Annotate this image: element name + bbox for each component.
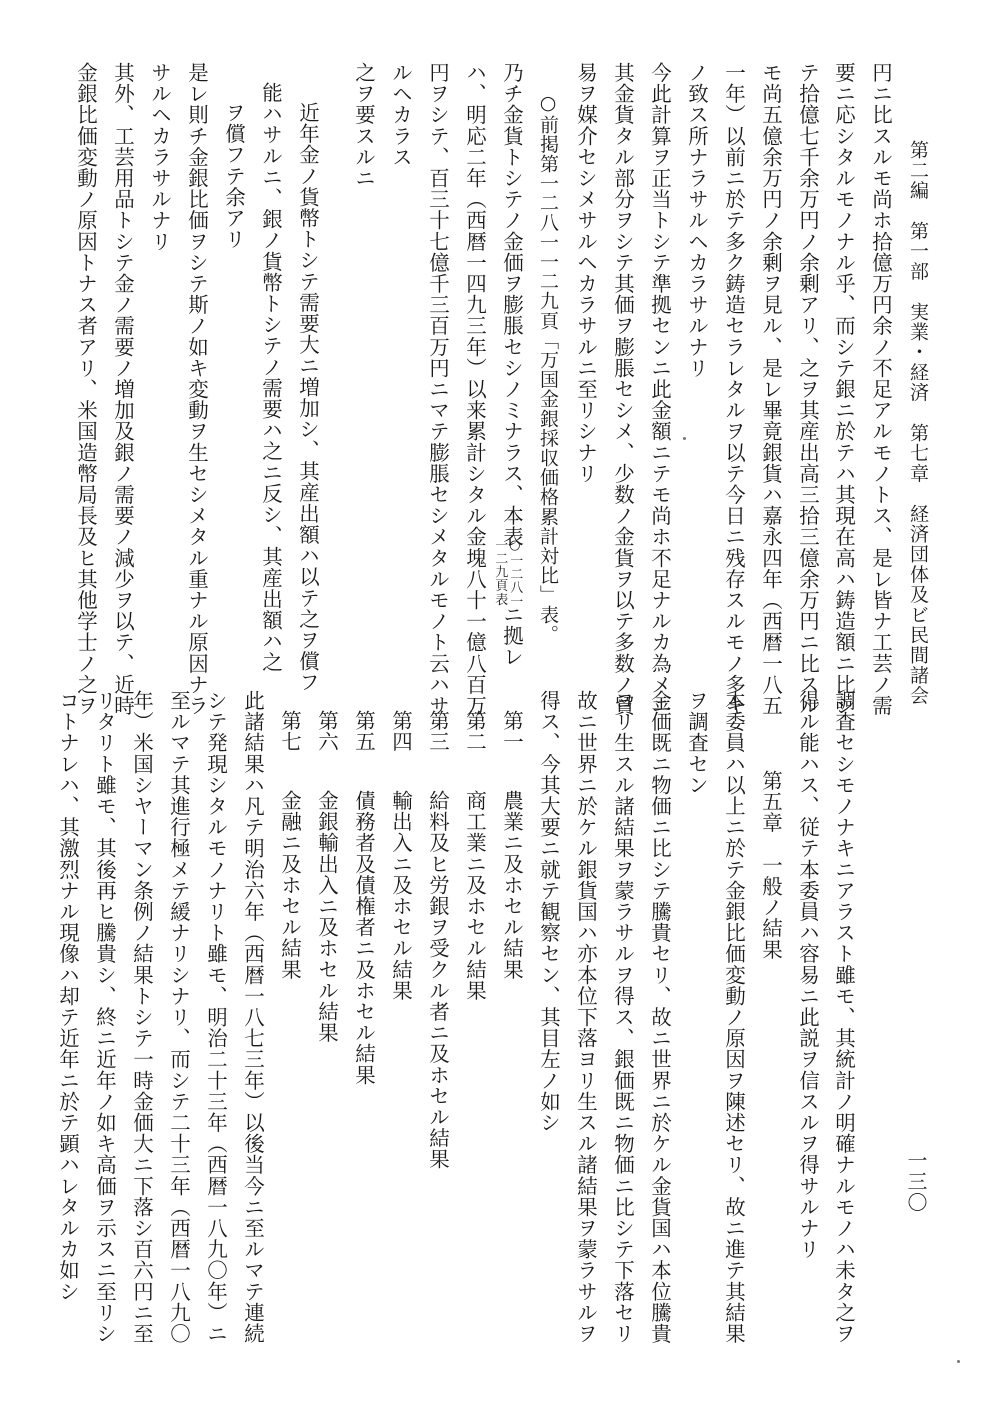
body-line: モ尚五億余万円ノ余剰ヲ見ル、是レ畢竟銀貨ハ嘉永四年（西暦一八五 bbox=[758, 62, 783, 717]
list-item-number: 第三 bbox=[425, 710, 450, 753]
body-line: 至ルマテ其進行極メテ緩ナリシナリ、而シテ二十三年（西暦一八九〇 bbox=[166, 690, 191, 1345]
body-line: リタリト雖モ、其後再ヒ騰貴シ、終ニ近年ノ如キ高価ヲ示スニ至リシ bbox=[92, 690, 117, 1345]
list-item-text: 商工業ニ及ホセル結果 bbox=[462, 790, 487, 1001]
body-line: 金価既ニ物価ニ比シテ騰貴セリ、故ニ世界ニ於ケル金貨国ハ本位騰貴 bbox=[647, 690, 672, 1345]
body-line: 之ヲ要スルニ bbox=[351, 62, 376, 189]
list-item-number: 第二 bbox=[462, 710, 487, 753]
body-line: 一年）以前ニ於テ多ク鋳造セラレタルヲ以テ今日ニ残存スルモノ多キ bbox=[721, 62, 746, 717]
body-line: 此諸結果ハ凡テ明治六年（西暦一八七三年）以後当今ニ至ルマテ連続 bbox=[240, 690, 265, 1345]
list-item-text: 債務者及債権者ニ及ホセル結果 bbox=[351, 790, 376, 1086]
body-line: 得ル能ハス、従テ本委員ハ容易ニ此説ヲ信スルヲ得サルナリ bbox=[795, 690, 820, 1260]
running-head: 第二編 第一部 実業・経済 第七章 経済団体及ビ民間諸会 bbox=[907, 140, 929, 706]
body-line: 故ニ世界ニ於ケル銀貨国ハ亦本位下落ヨリ生スル諸結果ヲ蒙ラサルヲ bbox=[573, 690, 598, 1345]
list-item-text: 金銀輸出入ニ及ホセル結果 bbox=[314, 790, 339, 1044]
indented-line: 近年金ノ貨幣トシテ需要大ニ増加シ、其産出額ハ以テ之ヲ償フ bbox=[295, 102, 320, 693]
indented-line: ヲ償フテ余アリ bbox=[221, 102, 246, 250]
list-item-text: 輸出入ニ及ホセル結果 bbox=[388, 790, 413, 1001]
body-line: 要ニ応シタルモノナル乎、而シテ銀ニ於テハ其現在高ハ鋳造額ニ比シ bbox=[831, 62, 856, 717]
body-line: 得ス、今其大要ニ就テ観察セン、其目左ノ如シ bbox=[536, 690, 561, 1134]
body-line: 今此計算ヲ正当トシテ準拠センニ此金額ニテモ尚ホ不足ナルカ為メニ bbox=[647, 62, 672, 717]
body-line: 乃チ金貨トシテノ金価ヲ膨脹セシノミナラス、本表 bbox=[499, 62, 524, 548]
body-line: サルヘカラサルナリ bbox=[147, 62, 172, 252]
body-line: 年）米国シヤーマン条例ノ結果トシテ一時金価大ニ下落シ百六円ニ至 bbox=[129, 690, 154, 1345]
list-item-text: 農業ニ及ホセル結果 bbox=[499, 790, 524, 980]
body-line: ノ致ス所ナラサルヘカラサルナリ bbox=[684, 62, 709, 379]
body-line: 調査セシモノナキニアラスト雖モ、其統計ノ明確ナルモノハ未タ之ヲ bbox=[831, 690, 856, 1345]
scan-speck bbox=[683, 437, 686, 440]
list-item-number: 第五 bbox=[351, 710, 376, 753]
body-line: 易ヲ媒介セシメサルヘカラサルニ至リシナリ bbox=[573, 62, 598, 484]
body-line: 本委員ハ以上ニ於テ金銀比価変動ノ原因ヲ陳述セリ、故ニ進テ其結果 bbox=[721, 690, 746, 1345]
page-number: 一三〇 bbox=[904, 1150, 928, 1213]
body-line: ヨリ生スル諸結果ヲ蒙ラサルヲ得ス、銀価既ニ物価ニ比シテ下落セリ bbox=[610, 690, 635, 1345]
body-line: テ拾億七千余万円ノ余剰アリ、之ヲ其産出高三拾三億余万円ニ比スル bbox=[795, 62, 820, 717]
list-item-number: 第六 bbox=[314, 710, 339, 753]
body-line: 其外、工芸用品トシテ金ノ需要ノ増加及銀ノ需要ノ減少ヲ以テ、近時 bbox=[110, 62, 135, 717]
list-item-number: 第四 bbox=[388, 710, 413, 753]
inline-reference-top: ○一二八一 bbox=[507, 538, 523, 608]
scan-speck bbox=[957, 1360, 960, 1363]
source-note: ○前掲第一二八一一二九頁「万国金銀採収価格累計対比」表。 bbox=[537, 92, 559, 644]
body-line-continuation: ニ拠レ bbox=[499, 604, 524, 668]
body-line: シテ発現シタルモノナリト雖モ、明治二十三年（西暦一八九〇年）ニ bbox=[203, 690, 228, 1345]
body-line: 是レ則チ金銀比価ヲシテ斯ノ如キ変動ヲ生セシメタル重ナル原因ナラ bbox=[184, 62, 209, 717]
list-item-text: 金融ニ及ホセル結果 bbox=[277, 790, 302, 980]
body-line: ハ、明応二年（西暦一四九三年）以来累計シタル金塊八十一億八百万 bbox=[462, 62, 487, 717]
list-item-text: 給料及ヒ労銀ヲ受クル者ニ及ホセル結果 bbox=[425, 790, 450, 1170]
list-item-number: 第七 bbox=[277, 710, 302, 753]
body-line: コトナレハ、其激烈ナル現像ハ却テ近年ニ於テ顕ハレタルカ如シ bbox=[55, 690, 80, 1302]
body-line: 円ヲシテ、百三十七億千三百万円ニマテ膨脹セシメタルモノト云ハサ bbox=[425, 62, 450, 717]
body-line: 其金貨タル部分ヲシテ其価ヲ膨脹セシメ、少数ノ金貨ヲ以テ多数ノ貿 bbox=[610, 62, 635, 717]
body-line: 円ニ比スルモ尚ホ拾億万円余ノ不足アルモノトス、是レ皆ナ工芸ノ需 bbox=[868, 62, 893, 717]
list-item-number: 第一 bbox=[499, 710, 524, 753]
body-line: 金銀比価変動ノ原因トナス者アリ、米国造幣局長及ヒ其他学士ノ之ヲ bbox=[73, 62, 98, 717]
body-line: ルヘカラス bbox=[388, 62, 413, 168]
indented-line: 能ハサルニ、銀ノ貨幣トシテノ需要ハ之ニ反シ、其産出額ハ之 bbox=[258, 82, 283, 673]
body-line: ヲ調査セン bbox=[684, 690, 709, 796]
chapter-heading: 第五章 一般ノ結果 bbox=[758, 770, 783, 960]
inline-reference-bottom: 一二九頁表 bbox=[492, 538, 508, 606]
